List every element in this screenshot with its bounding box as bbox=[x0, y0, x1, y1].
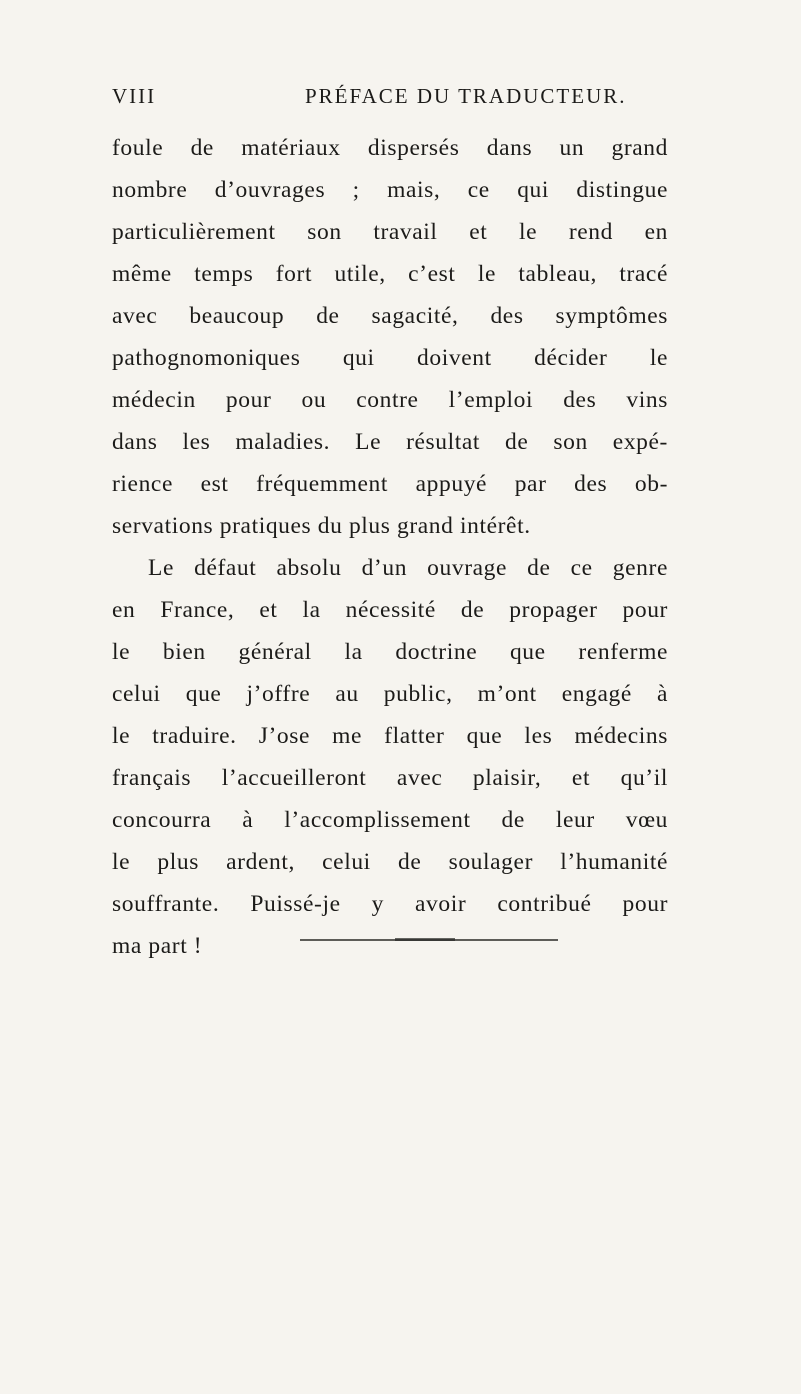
text-line: rience est fréquemment appuyé par des ob- bbox=[112, 471, 668, 497]
section-end-rule-center bbox=[395, 938, 455, 941]
text-line: particulièrement son travail et le rend en bbox=[112, 219, 668, 245]
running-head bbox=[112, 84, 656, 114]
text-line: souffrante. Puissé-je y avoir contribué pour bbox=[112, 891, 668, 917]
text-line: avec beaucoup de sagacité, des symptômes bbox=[112, 303, 668, 329]
text-line: celui que j’offre au public, m’ont engagé à bbox=[112, 681, 668, 707]
text-line: servations pratiques du plus grand intérêt. bbox=[112, 513, 531, 539]
text-line: foule de matériaux dispersés dans un grand bbox=[112, 135, 668, 161]
page-number: VIII bbox=[112, 84, 157, 108]
text-line: ma part ! bbox=[112, 933, 203, 959]
text-line: pathognomoniques qui doivent décider le bbox=[112, 345, 668, 371]
text-line: en France, et la nécessité de propager pour bbox=[112, 597, 668, 623]
running-title: PRÉFACE DU TRADUCTEUR. bbox=[305, 84, 627, 108]
body-text bbox=[112, 127, 668, 967]
text-line: dans les maladies. Le résultat de son expé- bbox=[112, 429, 668, 455]
text-line: le plus ardent, celui de soulager l’humanité bbox=[112, 849, 668, 875]
text-line: français l’accueilleront avec plaisir, et qu’il bbox=[112, 765, 668, 791]
text-line: le traduire. J’ose me flatter que les médecins bbox=[112, 723, 668, 749]
text-line: le bien général la doctrine que renferme bbox=[112, 639, 668, 665]
text-line: concourra à l’accomplissement de leur vœu bbox=[112, 807, 668, 833]
text-line: même temps fort utile, c’est le tableau, tracé bbox=[112, 261, 668, 287]
text-line: médecin pour ou contre l’emploi des vins bbox=[112, 387, 668, 413]
paragraph-start-line: Le défaut absolu d’un ouvrage de ce genre bbox=[148, 555, 668, 581]
text-line: nombre d’ouvrages ; mais, ce qui distingue bbox=[112, 177, 668, 203]
